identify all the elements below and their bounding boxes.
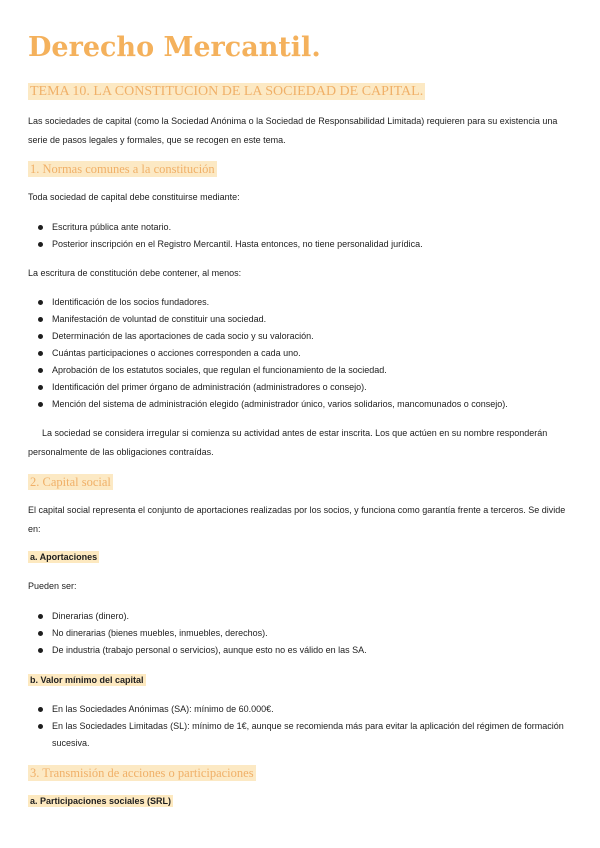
bullet-icon [38, 707, 43, 712]
list-item: Identificación de los socios fundadores. [38, 294, 578, 311]
list-item: Manifestación de voluntad de constituir una sociedad. [38, 311, 578, 328]
list-item: De industria (trabajo personal o servicios), aunque esto no es válido en las SA. [38, 642, 578, 659]
list-item: Mención del sistema de administración elegido (administrador único, varios solidarios, mancomunados o consejo). [38, 396, 578, 413]
bullet-icon [38, 402, 43, 407]
valor-minimo-label [28, 673, 146, 687]
bullet-icon [38, 385, 43, 390]
participaciones-label-text: a. Participaciones sociales (SRL) [30, 796, 172, 806]
list-item: No dinerarias (bienes muebles, inmuebles, derechos). [38, 625, 578, 642]
tema-heading [28, 83, 425, 101]
constitution-requirements-list [38, 219, 578, 253]
bullet-icon [38, 242, 43, 247]
tema-heading-text: TEMA 10. LA CONSTITUCION DE LA SOCIEDAD DE CAPITAL. [30, 84, 424, 99]
aportaciones-label-text: a. Aportaciones [30, 552, 98, 562]
list-item: Posterior inscripción en el Registro Mercantil. Hasta entonces, no tiene personalidad jurídica. [38, 236, 578, 253]
bullet-icon [38, 351, 43, 356]
section-3-heading-text: 3. Transmisión de acciones o participaciones [30, 766, 254, 780]
list-item: Cuántas participaciones o acciones corresponden a cada uno. [38, 345, 578, 362]
bullet-icon [38, 334, 43, 339]
list-item: En las Sociedades Anónimas (SA): mínimo de 60.000€. [38, 701, 578, 718]
section-3-heading [28, 765, 256, 781]
valor-minimo-list [38, 701, 578, 752]
list-item: Identificación del primer órgano de administración (administradores o consejo). [38, 379, 578, 396]
list-item: Escritura pública ante notario. [38, 219, 578, 236]
section-2-heading [28, 474, 113, 490]
irregular-society-note: La sociedad se considera irregular si comienza su actividad antes de estar inscrita. Los que actúen en su nombre responderán personalmente de las obligaciones contraídas. [28, 428, 548, 457]
bullet-icon [38, 648, 43, 653]
intro-paragraph: Las sociedades de capital (como la Sociedad Anónima o la Sociedad de Responsabilidad Limitada) requieren para su existencia una serie de pasos legales y formales, que se recogen en este tema. [28, 116, 558, 145]
bullet-icon [38, 631, 43, 636]
bullet-icon [38, 300, 43, 305]
aportaciones-lead: Pueden ser: [28, 581, 77, 591]
deed-contents-list [38, 294, 578, 413]
list-item: Aprobación de los estatutos sociales, que regulan el funcionamiento de la sociedad. [38, 362, 578, 379]
section-2-lead: El capital social representa el conjunto de aportaciones realizadas por los socios, y funciona como garantía frente a terceros. Se divide en: [28, 505, 566, 534]
list-item: En las Sociedades Limitadas (SL): mínimo de 1€, aunque se recomienda más para evitar la aplicación del régimen de formación sucesiva. [38, 718, 578, 752]
aportaciones-label [28, 550, 99, 564]
section-1-heading [28, 161, 217, 177]
section-1-heading-text: 1. Normas comunes a la constitución [30, 162, 215, 176]
section-1-lead: Toda sociedad de capital debe constituirse mediante: [28, 192, 240, 202]
document-title: Derecho Mercantil. [28, 32, 321, 63]
list-item: Determinación de las aportaciones de cada socio y su valoración. [38, 328, 578, 345]
list-item: Dinerarias (dinero). [38, 608, 578, 625]
bullet-icon [38, 724, 43, 729]
participaciones-label [28, 794, 173, 808]
bullet-icon [38, 317, 43, 322]
section-2-heading-text: 2. Capital social [30, 475, 111, 489]
bullet-icon [38, 225, 43, 230]
bullet-icon [38, 614, 43, 619]
aportaciones-list [38, 608, 578, 659]
bullet-icon [38, 368, 43, 373]
valor-minimo-label-text: b. Valor mínimo del capital [30, 675, 144, 685]
section-1-lead-2: La escritura de constitución debe contener, al menos: [28, 268, 242, 278]
